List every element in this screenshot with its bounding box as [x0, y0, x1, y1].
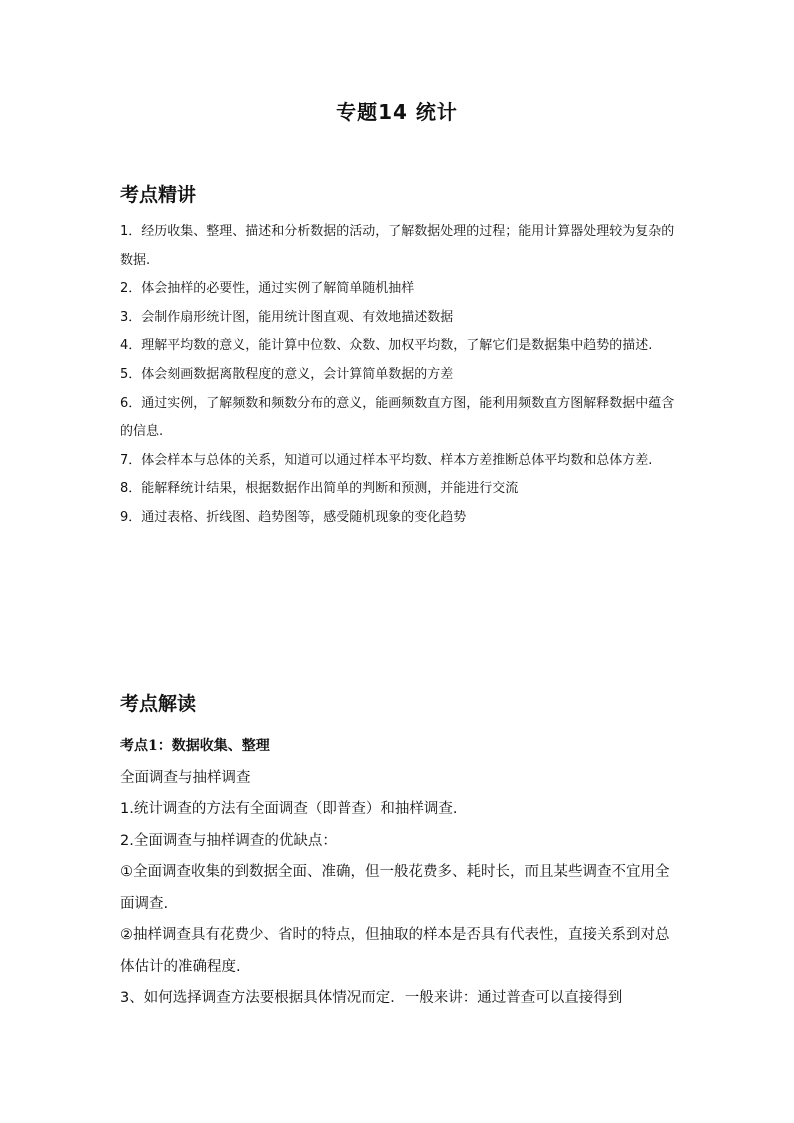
- list-item: 1．经历收集、整理、描述和分析数据的活动，了解数据处理的过程；能用计算器处理较为复杂的数据.: [120, 224, 675, 268]
- kp1-heading: 考点1：数据收集、整理: [120, 738, 270, 754]
- section-heading-key-points: 考点精讲: [120, 184, 197, 206]
- list-item: 3．会制作扇形统计图，能用统计图直观、有效地描述数据: [120, 309, 454, 325]
- list-item: 6．通过实例，了解频数和频数分布的意义，能画频数直方图，能利用频数直方图解释数据中蕴含的信息.: [120, 395, 675, 440]
- paragraph: 3、如何选择调查方法要根据具体情况而定．一般来讲：通过普查可以直接得到: [120, 990, 623, 1006]
- key-points-list: [120, 218, 680, 533]
- list-item: 7．体会样本与总体的关系，知道可以通过样本平均数、样本方差推断总体平均数和总体方差.: [120, 452, 653, 468]
- page-title: 专题14 统计: [336, 100, 458, 124]
- section-heading-interpretation: 考点解读: [120, 693, 197, 715]
- list-item: 9．通过表格、折线图、趋势图等，感受随机现象的变化趋势: [120, 509, 467, 525]
- paragraph: ①全面调查收集的到数据全面、准确，但一般花费多、耗时长，而且某些调查不宜用全面调查.: [120, 864, 670, 912]
- list-item: 5．体会刻画数据离散程度的意义，会计算简单数据的方差: [120, 366, 454, 382]
- list-item: 2．体会抽样的必要性，通过实例了解简单随机抽样: [120, 281, 415, 297]
- interpretation-body: [120, 731, 680, 1015]
- list-item: 8．能解释统计结果，根据数据作出简单的判断和预测，并能进行交流: [120, 481, 519, 497]
- paragraph: 1.统计调查的方法有全面调查（即普查）和抽样调查.: [120, 801, 458, 817]
- subheading: 全面调查与抽样调查: [120, 769, 251, 786]
- paragraph: 2.全面调查与抽样调查的优缺点：: [120, 832, 337, 849]
- paragraph: ②抽样调查具有花费少、省时的特点，但抽取的样本是否具有代表性，直接关系到对总体估计的准确程度.: [120, 927, 670, 975]
- list-item: 4．理解平均数的意义，能计算中位数、众数、加权平均数，了解它们是数据集中趋势的描述.: [120, 338, 653, 354]
